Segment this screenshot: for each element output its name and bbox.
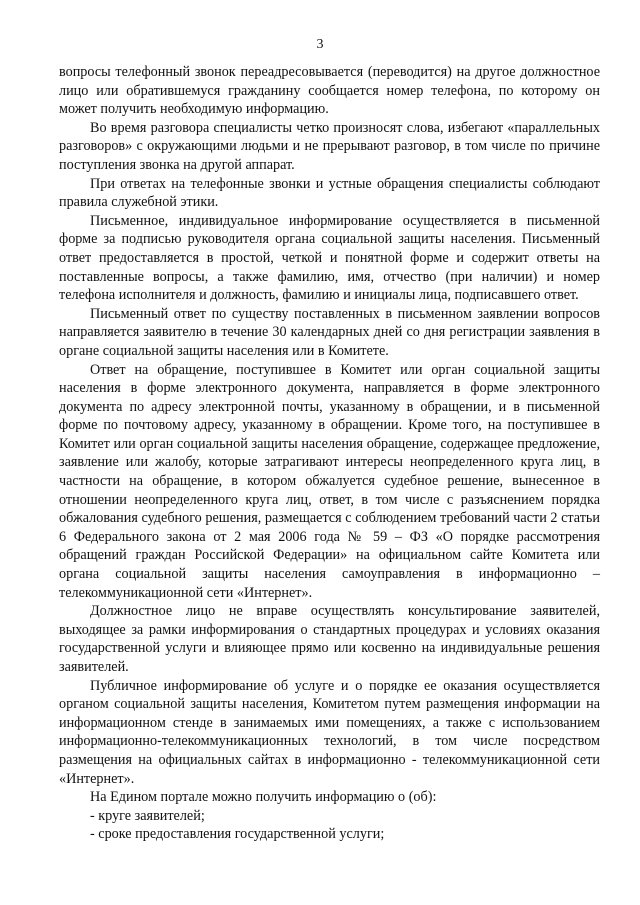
paragraph-unified-portal: На Едином портале можно получить информацию о (об): xyxy=(90,789,437,806)
paragraph-public-informing: Публичное информирование об услуге и о порядке ее оказания осуществляется органом социальной защиты населения, Комитетом путем размещения информации на информационном стенде в занимаемых ими помещениях, а также с использованием информационно-телекоммуникационных технологий, в том числе посредством размещения на официальных сайтах в информационно - телекоммуникационной сети «Интернет». xyxy=(59,677,600,787)
page-number: 3 xyxy=(316,37,324,52)
list-item-applicants: - круге заявителей; xyxy=(90,807,205,824)
document-body xyxy=(59,63,600,844)
paragraph-conversation-rules: Во время разговора специалисты четко произносят слова, избегают «параллельных разговоров» с окружающими людьми и не прерывают разговор, в том числе по причине поступления звонка на другой аппарат. xyxy=(59,119,600,173)
paragraph-electronic-response: Ответ на обращение, поступившее в Комитет или орган социальной защиты населения в форме электронного документа, направляется в форме электронного документа по адресу электронной почты, указанному в обращении, и в письменной форме по почтовому адресу, указанному в обращении. Кроме того, на поступившее в Комитет или орган социальной защиты населения обращение, содержащее предложение, заявление или жалобу, которые затрагивают интересы неопределенного круга лиц, в частности на обращение, в котором обжалуется судебное решение, вынесенное в отношении неопределенного круга лиц, ответ, в том числе с разъяснением порядка обжалования судебного решения, размещается с соблюдением требований части 2 статьи 6 Федерального закона от 2 мая 2006 года № 59 – ФЗ «О порядке рассмотрения обращений граждан Российской Федерации» на официальном сайте Комитета или органа социальной защиты населения самоуправления в информационно – телекоммуникационной сети «Интернет». xyxy=(59,361,600,601)
paragraph-consulting-limits: Должностное лицо не вправе осуществлять консультирование заявителей, выходящее за рамки информирования о стандартных процедурах и условиях оказания государственной услуги и влияющее прямо или косвенно на индивидуальные решения заявителей. xyxy=(59,603,600,675)
paragraph-written-informing: Письменное, индивидуальное информирование осуществляется в письменной форме за подписью руководителя органа социальной защиты населения. Письменный ответ предоставляется в простой, четкой и понятной форме и содержит ответы на поставленные вопросы, а также фамилию, имя, отчество (при наличии) и номер телефона исполнителя и должность, фамилию и инициалы лица, подписавшего ответ. xyxy=(59,212,600,304)
paragraph-response-deadline: Письменный ответ по существу поставленных в письменном заявлении вопросов направляется заявителю в течение 30 календарных дней со дня регистрации заявления в органе социальной защиты населения или в Комитете. xyxy=(59,305,600,359)
paragraph-call-forwarding: вопросы телефонный звонок переадресовывается (переводится) на другое должностное лицо или обратившемуся гражданину сообщается номер телефона, по которому он может получить необходимую информацию. xyxy=(59,64,600,118)
list-item-service-term: - сроке предоставления государственной услуги; xyxy=(90,826,385,843)
paragraph-service-ethics: При ответах на телефонные звонки и устные обращения специалисты соблюдают правила служебной этики. xyxy=(59,175,600,211)
